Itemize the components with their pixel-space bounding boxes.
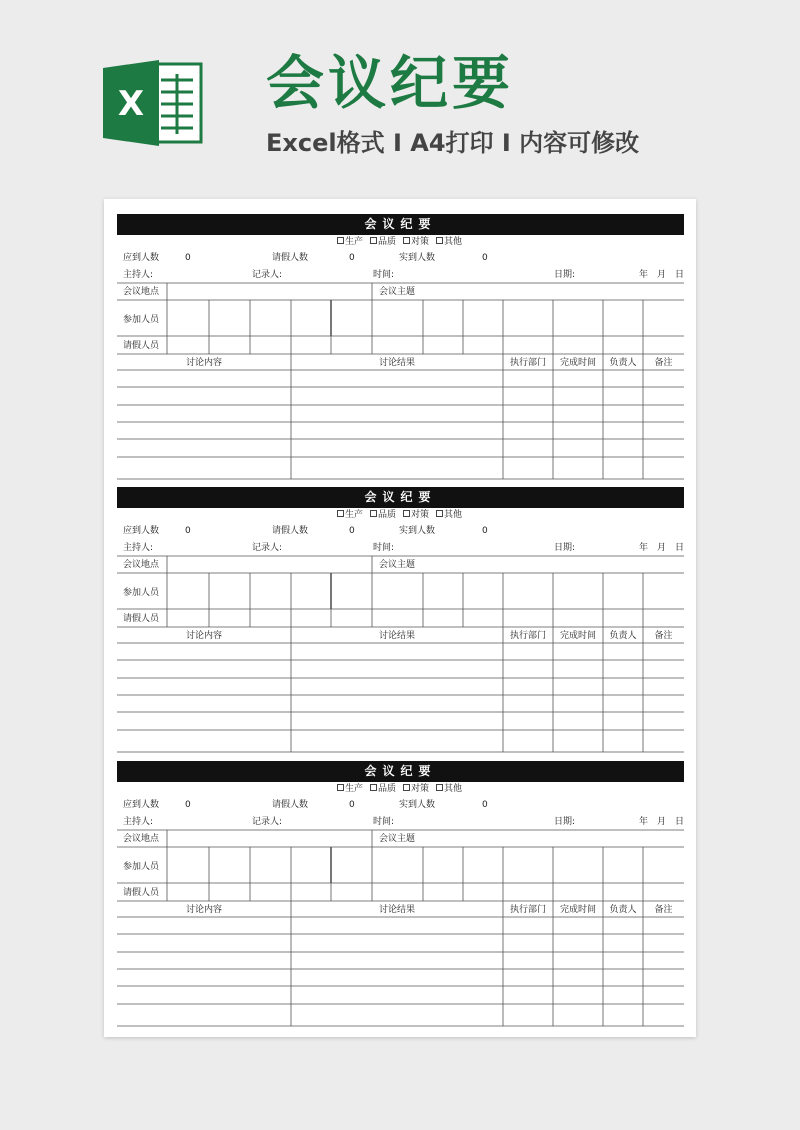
- category-option[interactable]: 品质: [370, 237, 396, 247]
- host-label: 主持人:: [123, 270, 154, 280]
- actual-count-value[interactable]: 0: [482, 526, 488, 536]
- attendees-label: 参加人员: [123, 315, 160, 325]
- excel-icon: [103, 60, 203, 146]
- col-header-note: 备注: [654, 905, 673, 915]
- leave-count-label: 请假人数: [272, 526, 309, 536]
- checkbox-icon[interactable]: [436, 237, 443, 244]
- category-options: [337, 236, 477, 249]
- col-header-content: 讨论内容: [185, 905, 222, 915]
- absentees-label: 请假人员: [123, 888, 160, 898]
- col-header-owner: 负责人: [609, 358, 637, 368]
- col-header-note: 备注: [654, 358, 673, 368]
- col-header-owner: 负责人: [609, 631, 637, 641]
- topic-label: 会议主题: [379, 834, 416, 844]
- year-label: 年: [639, 543, 649, 553]
- meeting-form: [117, 487, 684, 757]
- col-header-result: 讨论结果: [378, 631, 415, 641]
- col-header-content: 讨论内容: [185, 358, 222, 368]
- year-label: 年: [639, 817, 649, 827]
- form-title: 会议纪要: [117, 214, 684, 235]
- checkbox-icon[interactable]: [370, 510, 377, 517]
- category-options: [337, 783, 477, 796]
- attendees-label: 参加人员: [123, 862, 160, 872]
- month-label: 月: [657, 543, 667, 553]
- expected-count-value[interactable]: 0: [185, 526, 191, 536]
- excel-logo-letter: X: [117, 84, 145, 124]
- checkbox-icon[interactable]: [436, 510, 443, 517]
- attendees-label: 参加人员: [123, 588, 160, 598]
- actual-count-label: 实到人数: [399, 253, 436, 263]
- absentees-label: 请假人员: [123, 614, 160, 624]
- meeting-form: [117, 761, 684, 1031]
- form-title: 会议纪要: [117, 761, 684, 782]
- checkbox-icon[interactable]: [436, 784, 443, 791]
- col-header-note: 备注: [654, 631, 673, 641]
- actual-count-label: 实到人数: [399, 800, 436, 810]
- leave-count-value[interactable]: 0: [349, 800, 355, 810]
- absentees-label: 请假人员: [123, 341, 160, 351]
- page-subtitle: Excel格式 I A4打印 I 内容可修改: [266, 129, 640, 157]
- leave-count-value[interactable]: 0: [349, 526, 355, 536]
- col-header-done-time: 完成时间: [559, 631, 596, 641]
- place-label: 会议地点: [123, 560, 160, 570]
- actual-count-value[interactable]: 0: [482, 800, 488, 810]
- leave-count-label: 请假人数: [272, 253, 309, 263]
- col-header-dept: 执行部门: [509, 631, 546, 641]
- checkbox-icon[interactable]: [337, 784, 344, 791]
- category-option[interactable]: 其他: [436, 510, 462, 520]
- col-header-content: 讨论内容: [185, 631, 222, 641]
- checkbox-icon[interactable]: [403, 237, 410, 244]
- col-header-owner: 负责人: [609, 905, 637, 915]
- time-label: 时间:: [373, 543, 395, 553]
- time-label: 时间:: [373, 270, 395, 280]
- form-title: 会议纪要: [117, 487, 684, 508]
- category-option[interactable]: 其他: [436, 237, 462, 247]
- category-option[interactable]: 品质: [370, 510, 396, 520]
- actual-count-value[interactable]: 0: [482, 253, 488, 263]
- host-label: 主持人:: [123, 817, 154, 827]
- day-label: 日: [675, 270, 685, 280]
- recorder-label: 记录人:: [252, 817, 283, 827]
- checkbox-icon[interactable]: [370, 237, 377, 244]
- day-label: 日: [675, 543, 685, 553]
- category-options: [337, 509, 477, 522]
- category-option[interactable]: 生产: [337, 237, 363, 247]
- meeting-form: [117, 214, 684, 484]
- place-label: 会议地点: [123, 834, 160, 844]
- year-label: 年: [639, 270, 649, 280]
- host-label: 主持人:: [123, 543, 154, 553]
- category-option[interactable]: 其他: [436, 784, 462, 794]
- header: [0, 0, 800, 200]
- checkbox-icon[interactable]: [403, 784, 410, 791]
- col-header-done-time: 完成时间: [559, 905, 596, 915]
- place-label: 会议地点: [123, 287, 160, 297]
- actual-count-label: 实到人数: [399, 526, 436, 536]
- col-header-dept: 执行部门: [509, 358, 546, 368]
- expected-count-value[interactable]: 0: [185, 253, 191, 263]
- category-option[interactable]: 对策: [403, 510, 429, 520]
- category-option[interactable]: 品质: [370, 784, 396, 794]
- category-option[interactable]: 生产: [337, 510, 363, 520]
- expected-count-label: 应到人数: [123, 253, 160, 263]
- recorder-label: 记录人:: [252, 543, 283, 553]
- expected-count-label: 应到人数: [123, 800, 160, 810]
- month-label: 月: [657, 817, 667, 827]
- date-label: 日期:: [554, 543, 576, 553]
- category-option[interactable]: 对策: [403, 784, 429, 794]
- page-title: 会议纪要: [266, 49, 515, 117]
- date-label: 日期:: [554, 817, 576, 827]
- leave-count-value[interactable]: 0: [349, 253, 355, 263]
- category-option[interactable]: 对策: [403, 237, 429, 247]
- category-option[interactable]: 生产: [337, 784, 363, 794]
- checkbox-icon[interactable]: [403, 510, 410, 517]
- date-label: 日期:: [554, 270, 576, 280]
- topic-label: 会议主题: [379, 560, 416, 570]
- expected-count-value[interactable]: 0: [185, 800, 191, 810]
- col-header-dept: 执行部门: [509, 905, 546, 915]
- recorder-label: 记录人:: [252, 270, 283, 280]
- checkbox-icon[interactable]: [337, 510, 344, 517]
- col-header-result: 讨论结果: [378, 905, 415, 915]
- checkbox-icon[interactable]: [370, 784, 377, 791]
- col-header-result: 讨论结果: [378, 358, 415, 368]
- col-header-done-time: 完成时间: [559, 358, 596, 368]
- month-label: 月: [657, 270, 667, 280]
- day-label: 日: [675, 817, 685, 827]
- leave-count-label: 请假人数: [272, 800, 309, 810]
- topic-label: 会议主题: [379, 287, 416, 297]
- checkbox-icon[interactable]: [337, 237, 344, 244]
- time-label: 时间:: [373, 817, 395, 827]
- expected-count-label: 应到人数: [123, 526, 160, 536]
- paper-sheet: [104, 199, 696, 1037]
